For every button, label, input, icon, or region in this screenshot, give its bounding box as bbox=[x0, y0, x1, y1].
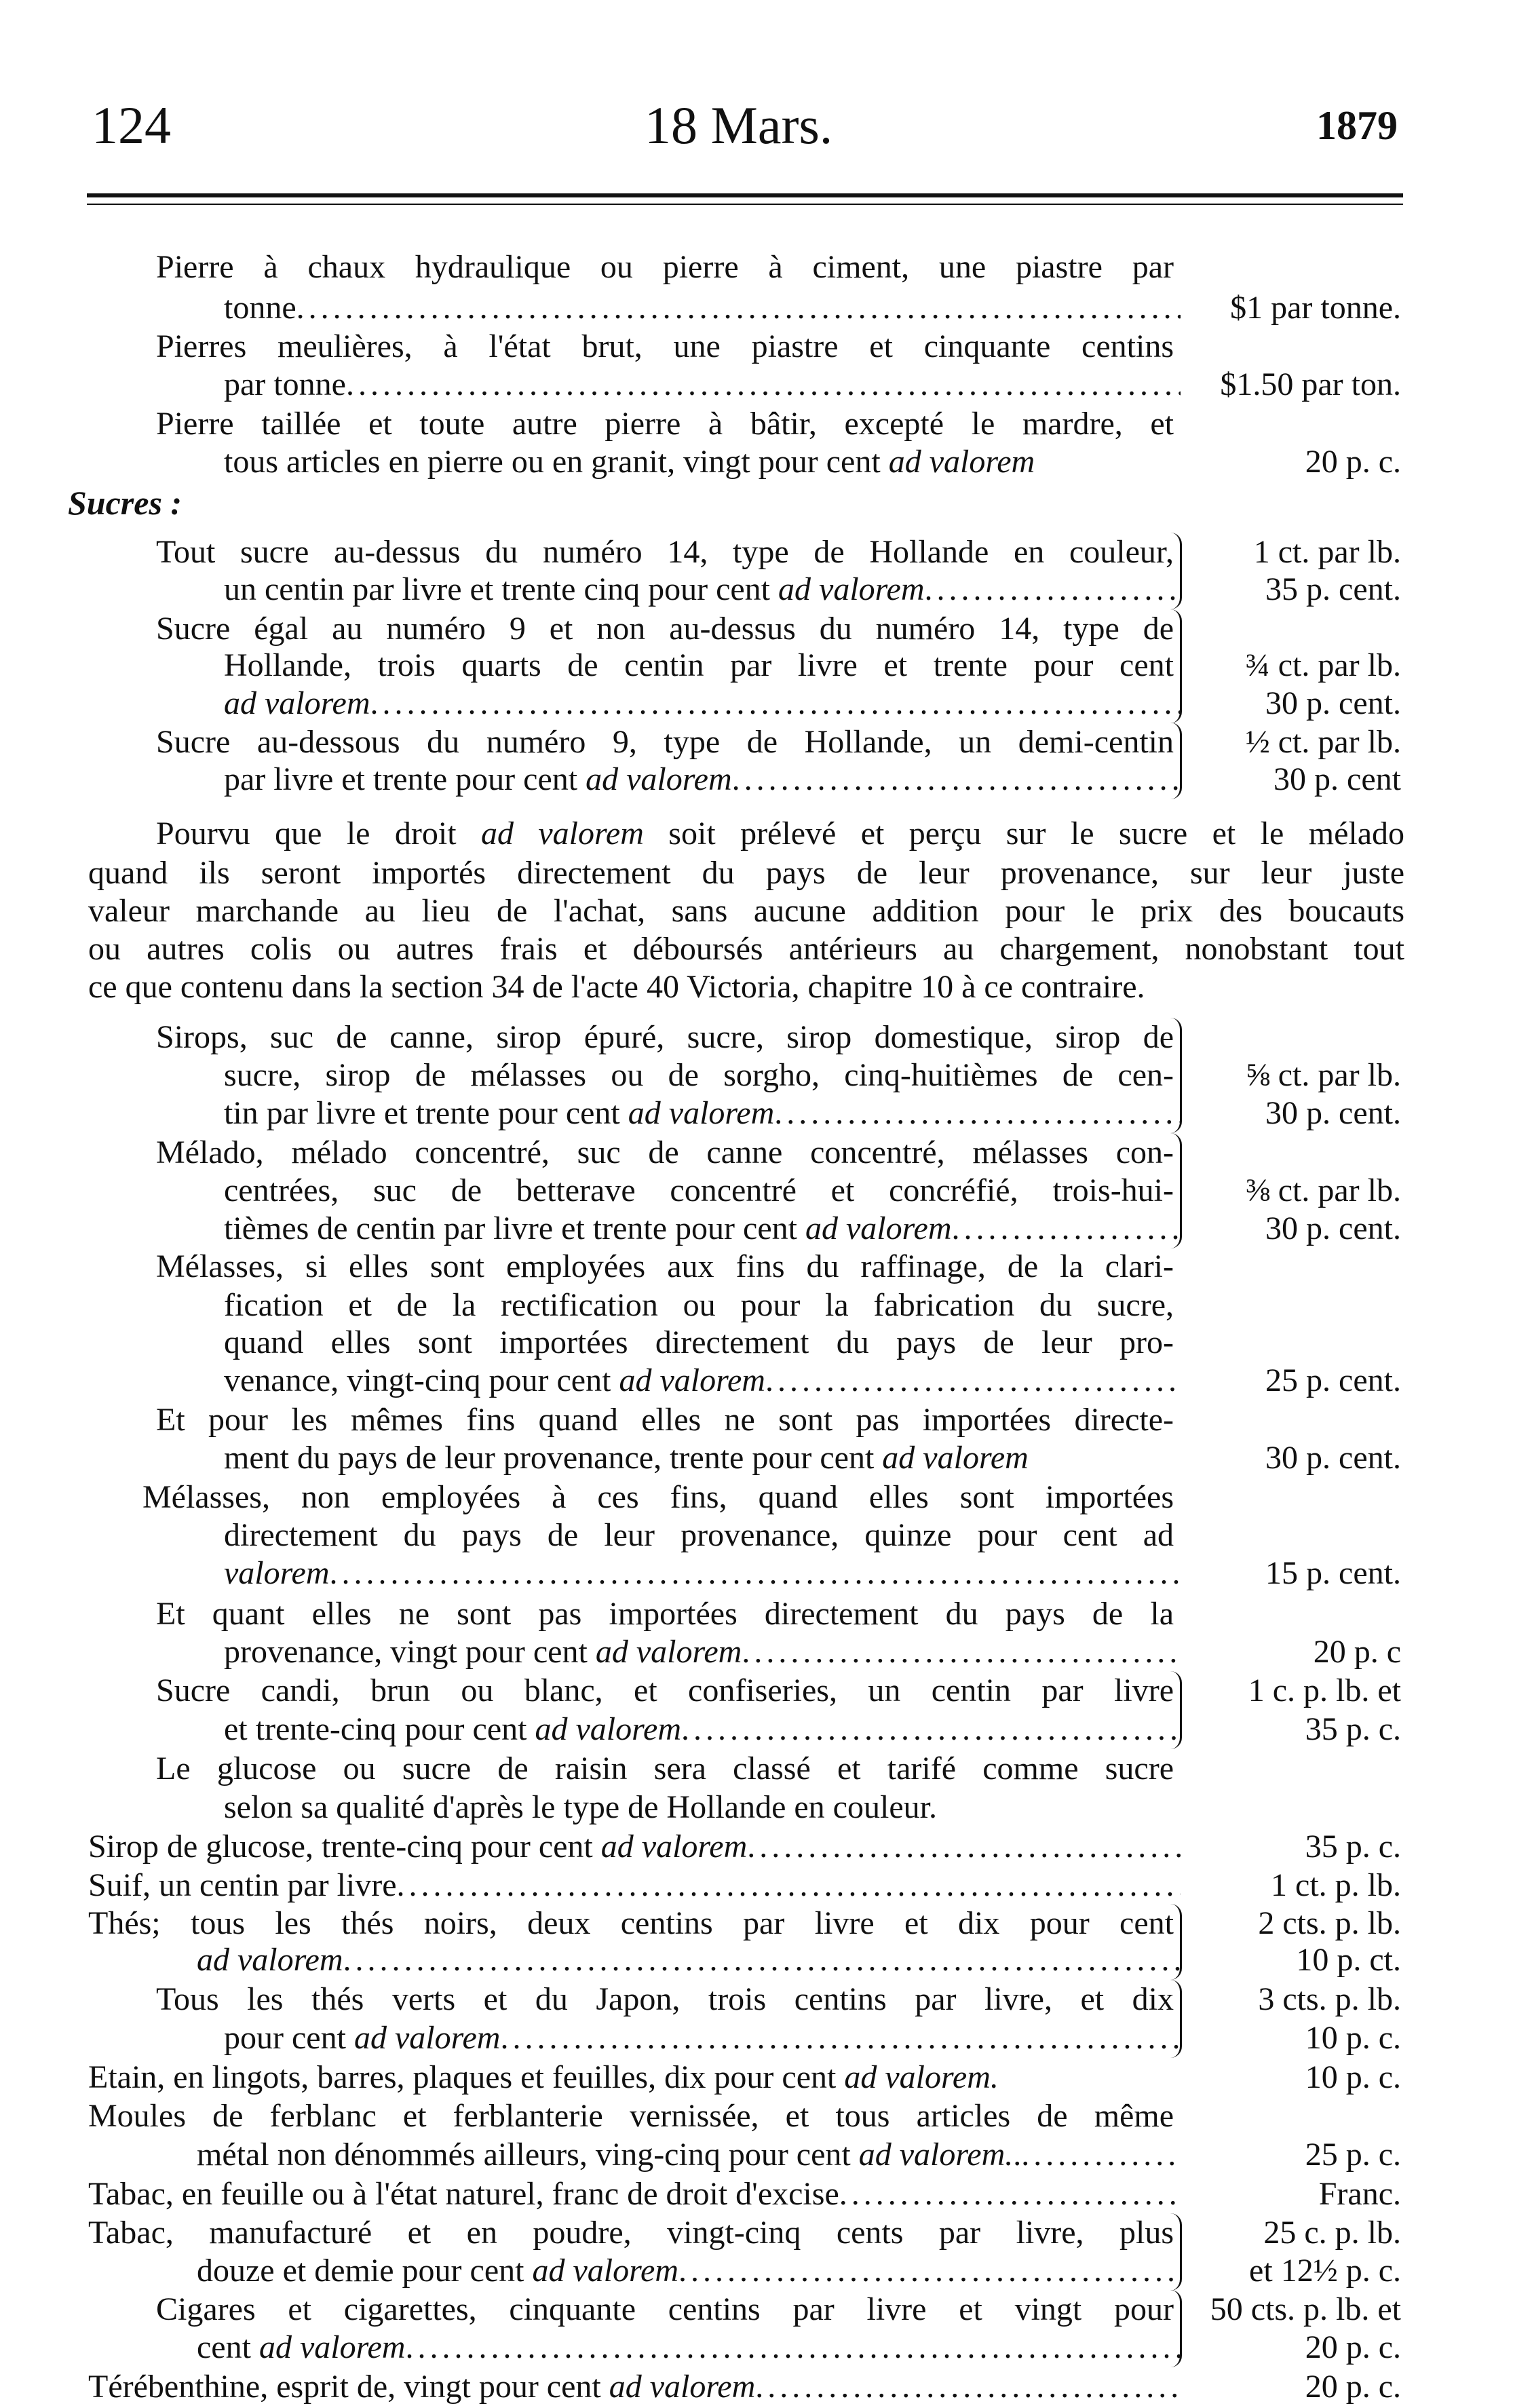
dot-leader bbox=[500, 2019, 1181, 2058]
dot-leader bbox=[765, 1361, 1181, 1400]
dot-leader bbox=[330, 1554, 1181, 1593]
header-rule-thick bbox=[87, 193, 1403, 197]
dot-leader bbox=[732, 760, 1181, 799]
tariff-line: valeur marchande au lieu de l'achat, sans aucune addition pour le prix des boucauts bbox=[88, 893, 1404, 929]
tariff-line bbox=[224, 2019, 1181, 2058]
duty-rate: 10 p. c. bbox=[1305, 2020, 1401, 2056]
dot-leader bbox=[678, 2251, 1181, 2291]
tariff-line: quand elles sont importées directement du pays de leur pro- bbox=[224, 1324, 1174, 1360]
duty-rate: 30 p. cent. bbox=[1265, 1440, 1401, 1476]
section-heading: Sucres : bbox=[68, 484, 183, 522]
duty-rate: 1 ct. par lb. bbox=[1253, 534, 1401, 570]
duty-rate: 1 c. p. lb. et bbox=[1248, 1673, 1401, 1708]
line-text: et trente-cinq pour cent ad valorem bbox=[224, 1711, 681, 1747]
line-text: pour cent ad valorem bbox=[224, 2020, 501, 2056]
tariff-line bbox=[224, 684, 1181, 723]
duty-rate: 35 p. c. bbox=[1305, 1711, 1401, 1747]
group-brace bbox=[1170, 1980, 1182, 2058]
tariff-line bbox=[197, 2251, 1181, 2291]
group-brace bbox=[1170, 2213, 1182, 2291]
tariff-line: Mélasses, non employées à ces fins, quand elles sont importées bbox=[142, 1479, 1174, 1515]
tariff-line bbox=[197, 1941, 1181, 1980]
tariff-line: Mélado, mélado concentré, suc de canne concentré, mélasses con- bbox=[156, 1134, 1174, 1170]
duty-rate: 30 p. cent. bbox=[1265, 1095, 1401, 1131]
tariff-line bbox=[197, 2135, 1181, 2175]
duty-rate: 30 p. cent bbox=[1273, 761, 1401, 797]
dot-leader bbox=[405, 2328, 1181, 2367]
line-text: douze et demie pour cent ad valorem bbox=[197, 2253, 678, 2289]
tariff-line bbox=[224, 760, 1181, 799]
dot-leader bbox=[681, 1710, 1181, 1749]
duty-rate: 25 p. c. bbox=[1305, 2137, 1401, 2173]
tariff-line: quand ils seront importés directement du pays de leur provenance, sur leur juste bbox=[88, 855, 1404, 891]
group-brace bbox=[1170, 723, 1182, 799]
dot-leader bbox=[370, 684, 1181, 723]
page-number: 124 bbox=[92, 96, 171, 155]
duty-rate: 10 p. c. bbox=[1305, 2059, 1401, 2095]
line-text: Suif, un centin par livre bbox=[88, 1867, 397, 1903]
duty-rate: 1 ct. p. lb. bbox=[1271, 1867, 1401, 1903]
duty-rate: ⅝ ct. par lb. bbox=[1245, 1057, 1401, 1093]
duty-rate: 25 p. cent. bbox=[1265, 1362, 1401, 1398]
tariff-line: Cigares et cigarettes, cinquante centins par livre et vingt pour bbox=[156, 2291, 1174, 2327]
tariff-line bbox=[224, 1710, 1181, 1749]
tariff-line: Et pour les mêmes fins quand elles ne sont pas importées directe- bbox=[156, 1402, 1174, 1438]
duty-rate: 30 p. cent. bbox=[1265, 1210, 1401, 1246]
duty-rate: Franc. bbox=[1318, 2176, 1401, 2212]
tariff-line bbox=[224, 570, 1181, 609]
duty-rate: $1.50 par ton. bbox=[1220, 366, 1401, 402]
tariff-line: Pourvu que le droit ad valorem soit prélevé et perçu sur le sucre et le mélado bbox=[156, 816, 1405, 852]
line-text: Sirop de glucose, trente-cinq pour cent ad valorem bbox=[88, 1829, 748, 1865]
group-brace bbox=[1170, 1904, 1182, 1980]
tariff-line: Pierres meulières, à l'état brut, une piastre et cinquante centins bbox=[156, 328, 1174, 364]
tariff-line bbox=[224, 1632, 1181, 1672]
duty-rate: 10 p. ct. bbox=[1296, 1942, 1401, 1978]
line-text: ad valorem bbox=[197, 1942, 343, 1978]
duty-rate: $1 par tonne. bbox=[1230, 290, 1401, 326]
duty-rate: 20 p. c. bbox=[1305, 2329, 1401, 2365]
tariff-line bbox=[224, 1094, 1181, 1133]
dot-leader bbox=[925, 570, 1181, 609]
tariff-line: ce que contenu dans la section 34 de l'acte 40 Victoria, chapitre 10 à ce contraire. bbox=[88, 969, 1145, 1005]
duty-rate: 2 cts. p. lb. bbox=[1258, 1905, 1401, 1941]
tariff-line: Mélasses, si elles sont employées aux fins du raffinage, de la clari- bbox=[156, 1248, 1174, 1284]
tariff-line bbox=[197, 2328, 1181, 2367]
duty-rate: 30 p. cent. bbox=[1265, 685, 1401, 721]
tariff-line: Et quant elles ne sont pas importées directement du pays de la bbox=[156, 1596, 1174, 1632]
tariff-line: Thés; tous les thés noirs, deux centins par livre et dix pour cent bbox=[88, 1905, 1174, 1941]
duty-rate: 3 cts. p. lb. bbox=[1258, 1981, 1401, 2017]
tariff-line bbox=[88, 1866, 1181, 1905]
tariff-line bbox=[88, 1827, 1181, 1867]
tariff-line: Tous les thés verts et du Japon, trois centins par livre, et dix bbox=[156, 1981, 1174, 2017]
dot-leader bbox=[747, 1827, 1181, 1867]
tariff-line: Pierre à chaux hydraulique ou pierre à ciment, une piastre par bbox=[156, 249, 1174, 285]
tariff-line: fication et de la rectification ou pour la fabrication du sucre, bbox=[224, 1287, 1174, 1323]
tariff-line bbox=[88, 2175, 1181, 2214]
line-text: venance, vingt-cinq pour cent ad valorem bbox=[224, 1362, 765, 1398]
tariff-line: Sirops, suc de canne, sirop épuré, sucre, sirop domestique, sirop de bbox=[156, 1019, 1174, 1055]
line-text: provenance, vingt pour cent ad valorem bbox=[224, 1634, 742, 1670]
tariff-line: Moules de ferblanc et ferblanterie vernissée, et tous articles de même bbox=[88, 2098, 1174, 2134]
page-title: 18 Mars. bbox=[645, 96, 833, 155]
tariff-line bbox=[224, 288, 1181, 328]
duty-rate: 35 p. c. bbox=[1305, 1829, 1401, 1865]
line-text: tin par livre et trente pour cent ad valorem bbox=[224, 1095, 775, 1131]
line-text: par livre et trente pour cent ad valorem bbox=[224, 761, 732, 797]
line-text: métal non dénommés ailleurs, ving-cinq pour cent ad valorem.. bbox=[197, 2137, 1022, 2173]
tariff-line: Tout sucre au-dessus du numéro 14, type de Hollande en couleur, bbox=[156, 534, 1174, 570]
header-rule-thin bbox=[87, 204, 1403, 205]
duty-rate: et 12½ p. c. bbox=[1249, 2253, 1401, 2289]
tariff-line: Etain, en lingots, barres, plaques et feuilles, dix pour cent ad valorem. bbox=[88, 2059, 999, 2095]
dot-leader bbox=[296, 288, 1181, 328]
tariff-line: Pierre taillée et toute autre pierre à bâtir, excepté le mardre, et bbox=[156, 406, 1174, 442]
duty-rate: ¾ ct. par lb. bbox=[1245, 647, 1401, 683]
dot-leader bbox=[755, 2367, 1181, 2407]
tariff-line bbox=[88, 2367, 1181, 2407]
group-brace bbox=[1170, 609, 1182, 723]
duty-rate: 15 p. cent. bbox=[1265, 1555, 1401, 1591]
dot-leader bbox=[774, 1094, 1181, 1133]
dot-leader bbox=[742, 1632, 1181, 1672]
tariff-line: selon sa qualité d'après le type de Hollande en couleur. bbox=[224, 1789, 937, 1825]
duty-rate: 35 p. cent. bbox=[1265, 571, 1401, 607]
line-text: par tonne bbox=[224, 366, 346, 402]
line-text: un centin par livre et trente cinq pour cent ad valorem bbox=[224, 571, 925, 607]
tariff-line: Le glucose ou sucre de raisin sera classé et tarifé comme sucre bbox=[156, 1751, 1174, 1786]
tariff-line: tous articles en pierre ou en granit, vingt pour cent ad valorem bbox=[224, 444, 1035, 480]
tariff-line: ou autres colis ou autres frais et déboursés antérieurs au chargement, nonobstant tout bbox=[88, 931, 1404, 967]
tariff-line: Sucre au-dessous du numéro 9, type de Hollande, un demi-centin bbox=[156, 724, 1174, 760]
tariff-line: ment du pays de leur provenance, trente pour cent ad valorem bbox=[224, 1440, 1029, 1476]
tariff-line bbox=[224, 1209, 1181, 1248]
group-brace bbox=[1170, 533, 1182, 609]
tariff-line: Hollande, trois quarts de centin par livre et trente pour cent bbox=[224, 647, 1174, 683]
duty-rate: 25 c. p. lb. bbox=[1263, 2215, 1401, 2251]
dot-leader bbox=[343, 1941, 1181, 1980]
duty-rate: 20 p. c. bbox=[1305, 2369, 1401, 2405]
line-text: valorem bbox=[224, 1555, 330, 1591]
duty-rate: 20 p. c. bbox=[1305, 444, 1401, 480]
tariff-line bbox=[224, 1361, 1181, 1400]
tariff-line: Tabac, manufacturé et en poudre, vingt-cinq cents par livre, plus bbox=[88, 2215, 1174, 2251]
line-text: tièmes de centin par livre et trente pour cent ad valorem bbox=[224, 1210, 952, 1246]
tariff-line bbox=[224, 365, 1181, 404]
line-text: ad valorem bbox=[224, 685, 370, 721]
group-brace bbox=[1170, 2290, 1182, 2367]
tariff-line: centrées, suc de betterave concentré et concréfié, trois-hui- bbox=[224, 1172, 1174, 1208]
duty-rate: ½ ct. par lb. bbox=[1245, 724, 1401, 760]
tariff-line bbox=[224, 1554, 1181, 1593]
page-year: 1879 bbox=[1316, 103, 1398, 148]
line-text: cent ad valorem bbox=[197, 2329, 406, 2365]
line-text: Térébenthine, esprit de, vingt pour cent ad valorem bbox=[88, 2369, 756, 2405]
tariff-line: Sucre candi, brun ou blanc, et confiseries, un centin par livre bbox=[156, 1673, 1174, 1708]
tariff-line: Sucre égal au numéro 9 et non au-dessus du numéro 14, type de bbox=[156, 611, 1174, 647]
dot-leader bbox=[397, 1866, 1181, 1905]
dot-leader bbox=[951, 1209, 1181, 1248]
group-brace bbox=[1170, 1133, 1182, 1248]
tariff-line: directement du pays de leur provenance, quinze pour cent ad bbox=[224, 1517, 1174, 1553]
dot-leader bbox=[346, 365, 1181, 404]
tariff-line: sucre, sirop de mélasses ou de sorgho, cinq-huitièmes de cen- bbox=[224, 1057, 1174, 1093]
duty-rate: 50 cts. p. lb. et bbox=[1210, 2291, 1401, 2327]
duty-rate: ⅜ ct. par lb. bbox=[1245, 1172, 1401, 1208]
duty-rate: 20 p. c bbox=[1313, 1634, 1401, 1670]
group-brace bbox=[1170, 1018, 1182, 1133]
line-text: tonne bbox=[224, 290, 296, 326]
line-text: Tabac, en feuille ou à l'état naturel, franc de droit d'excise bbox=[88, 2176, 839, 2212]
group-brace bbox=[1170, 1671, 1182, 1749]
dot-leader bbox=[839, 2175, 1181, 2214]
dot-leader bbox=[1021, 2135, 1181, 2175]
